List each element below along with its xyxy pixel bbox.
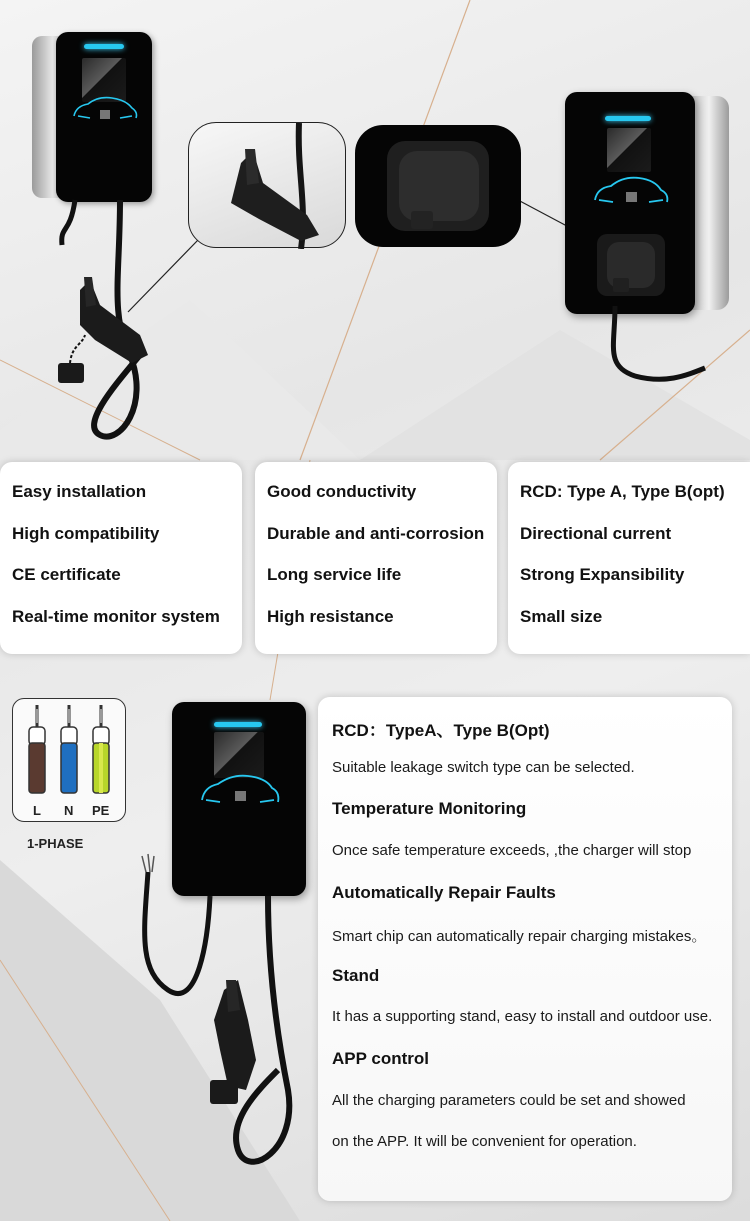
power-cable (595, 306, 715, 396)
car-logo-icon (591, 174, 671, 210)
car-logo-icon (198, 772, 282, 810)
feature-item: Good conductivity (267, 482, 417, 501)
wall-charger-image-right (565, 92, 729, 314)
feature-description: It has a supporting stand, easy to install and outdoor use. (332, 1008, 713, 1025)
display-screen (607, 128, 651, 172)
socket-icon (355, 125, 521, 247)
feature-item: High resistance (267, 606, 394, 626)
wire-label-pe: PE (92, 803, 110, 818)
feature-card-1 (0, 462, 242, 654)
feature-title: APP control (332, 1049, 429, 1068)
wire-icons (13, 699, 127, 803)
plug-detail-bubble (188, 122, 346, 248)
charging-cable-image (128, 850, 318, 1210)
wiring-diagram (12, 698, 126, 822)
feature-card-2 (255, 462, 497, 654)
feature-description: on the APP. It will be convenient for operation. (332, 1133, 637, 1150)
feature-item: Real-time monitor system (12, 606, 220, 626)
feature-description: All the charging parameters could be set and showed (332, 1092, 686, 1109)
feature-title: Temperature Monitoring (332, 799, 527, 818)
charger-side-panel (689, 96, 729, 310)
feature-title: Stand (332, 966, 380, 985)
feature-description: Suitable leakage switch type can be selected. (332, 759, 635, 776)
feature-item: Long service life (267, 565, 402, 584)
feature-description: Once safe temperature exceeds, ,the charger will stop (332, 842, 692, 859)
led-indicator (214, 722, 262, 727)
plug-icon (189, 123, 347, 249)
socket-detail-bubble (355, 125, 521, 247)
feature-item: High compatibility (12, 523, 160, 543)
wire-label-l: L (33, 803, 41, 818)
feature-details-panel (318, 697, 732, 1201)
feature-item: Durable and anti-corrosion (267, 523, 485, 543)
feature-item: RCD: Type A, Type B(opt) (520, 482, 725, 501)
feature-item: CE certificate (12, 565, 121, 584)
feature-description: Smart chip can automatically repair charging mistakes。 (332, 928, 707, 945)
wire-label-n: N (64, 803, 74, 818)
feature-title: Automatically Repair Faults (332, 883, 556, 902)
socket-icon (595, 232, 667, 298)
feature-item: Directional current (520, 523, 672, 543)
feature-title: RCD：TypeA、Type B(Opt) (332, 721, 550, 740)
charger-front-panel (565, 92, 695, 314)
feature-item: Small size (520, 606, 603, 626)
phase-title: 1-PHASE (27, 836, 84, 851)
feature-item: Strong Expansibility (520, 565, 685, 584)
feature-card-3 (508, 462, 750, 654)
led-indicator (605, 116, 651, 121)
feature-item: Easy installation (12, 482, 147, 501)
